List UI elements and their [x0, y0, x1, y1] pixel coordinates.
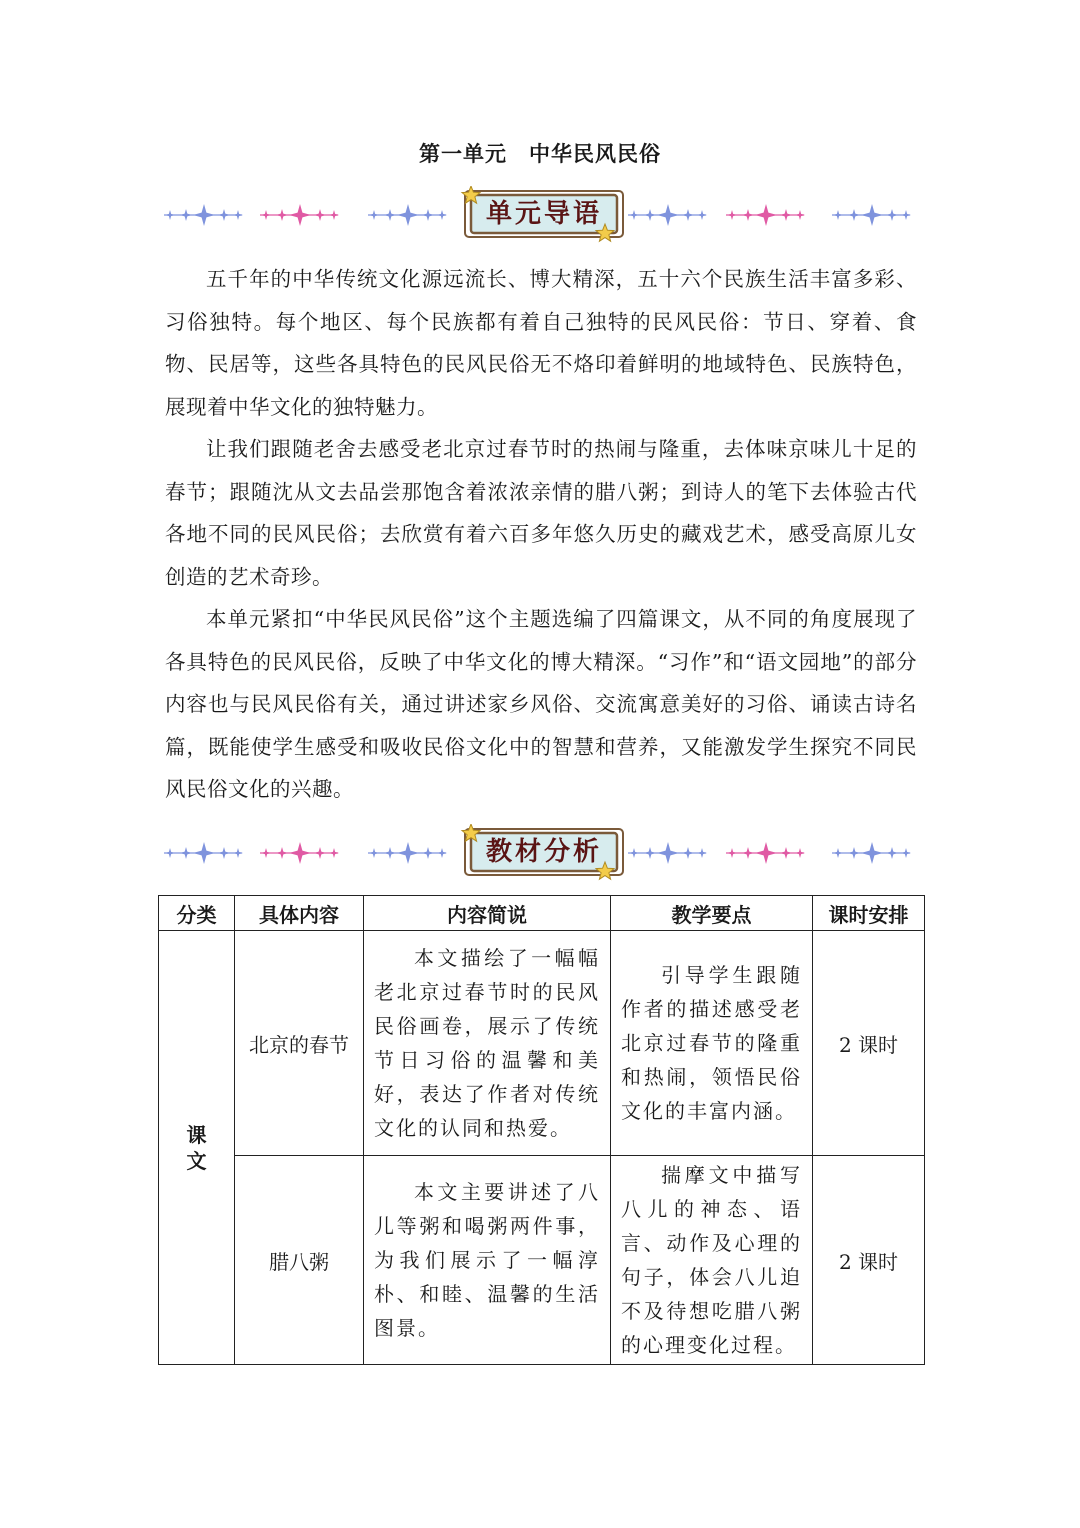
sparkle-icon — [755, 204, 777, 226]
column-header: 分类 — [159, 896, 235, 931]
banner-label-analysis: 教材分析 — [485, 837, 602, 867]
sparkle-icon — [657, 204, 679, 226]
sparkle-icon — [861, 842, 883, 864]
intro-text — [165, 258, 917, 811]
sparkle-icon — [742, 209, 754, 221]
teaching-points: 揣摩文中描写八儿的神态、语言、动作及心理的句子，体会八儿迫不及待想吃腊八粥的心理变化过程。 — [611, 1156, 813, 1365]
class-hours: 2 课时 — [813, 1156, 925, 1365]
sparkle-icon — [180, 209, 192, 221]
sparkle-icon — [276, 847, 288, 859]
sparkle-icon — [780, 847, 792, 859]
sparkle-icon — [289, 204, 311, 226]
sparkle-icon — [795, 210, 805, 220]
sparkle-icon — [384, 209, 396, 221]
sparkle-icon — [901, 210, 911, 220]
sparkle-icon — [397, 842, 419, 864]
sparkle-icon — [848, 209, 860, 221]
category-label: 课文 — [186, 1122, 207, 1173]
sparkle-icon — [780, 209, 792, 221]
sparkle-icon — [397, 204, 419, 226]
sparkle-icon — [861, 204, 883, 226]
column-header: 具体内容 — [235, 896, 364, 931]
sparkle-icon — [682, 847, 694, 859]
sparkle-icon — [437, 210, 447, 220]
sparkle-icon — [833, 848, 843, 858]
sparkle-icon — [437, 848, 447, 858]
sparkle-icon — [165, 210, 175, 220]
column-header: 课时安排 — [813, 896, 925, 931]
sparkle-icon — [218, 209, 230, 221]
table-row — [159, 1156, 925, 1365]
table-row — [159, 931, 925, 1156]
sparkle-icon — [422, 209, 434, 221]
sparkle-icon — [742, 847, 754, 859]
sparkle-icon — [644, 847, 656, 859]
intro-paragraph: 五千年的中华传统文化源远流长、博大精深，五十六个民族生活丰富多彩、习俗独特。每个地区、每个民族都有着自己独特的民风民俗：节日、穿着、食物、民居等，这些各具特色的民风民俗无不烙印着鲜明的地域特色、民族特色，展现着中华文化的独特魅力。 — [165, 267, 917, 419]
sparkle-icon — [727, 848, 737, 858]
section-banner-analysis — [160, 824, 920, 888]
sparkle-icon — [901, 848, 911, 858]
sparkle-icon — [657, 842, 679, 864]
sparkle-icon — [233, 210, 243, 220]
sparkle-icon — [384, 847, 396, 859]
analysis-table — [158, 895, 925, 1365]
teaching-points: 引导学生跟随作者的描述感受老北京过春节的隆重和热闹，领悟民俗文化的丰富内涵。 — [611, 931, 813, 1156]
sparkle-icon — [886, 209, 898, 221]
sparkle-icon — [218, 847, 230, 859]
sparkle-icon — [697, 210, 707, 220]
sparkle-icon — [369, 848, 379, 858]
section-banner-intro — [160, 186, 920, 250]
sparkle-icon — [314, 847, 326, 859]
sparkle-icon — [165, 848, 175, 858]
column-header: 教学要点 — [611, 896, 813, 931]
sparkle-icon — [261, 210, 271, 220]
lesson-name: 腊八粥 — [235, 1156, 364, 1365]
banner-label-intro: 单元导语 — [485, 199, 602, 229]
sparkle-icon — [755, 842, 777, 864]
sparkle-icon — [886, 847, 898, 859]
sparkle-icon — [682, 209, 694, 221]
column-header: 内容简说 — [364, 896, 611, 931]
category-cell — [159, 931, 235, 1365]
intro-paragraph: 让我们跟随老舍去感受老北京过春节时的热闹与隆重，去体味京味儿十足的春节；跟随沈从文去品尝那饱含着浓浓亲情的腊八粥；到诗人的笔下去体验古代各地不同的民风民俗；去欣赏有着六百多年悠久历史的藏戏艺术，感受高原儿女创造的艺术奇珍。 — [165, 437, 917, 589]
class-hours: 2 课时 — [813, 931, 925, 1156]
sparkle-icon — [193, 842, 215, 864]
table-header-row — [159, 896, 925, 931]
sparkle-icon — [329, 210, 339, 220]
sparkle-icon — [848, 847, 860, 859]
sparkle-icon — [833, 210, 843, 220]
content-summary: 本文主要讲述了八儿等粥和喝粥两件事，为我们展示了一幅淳朴、和睦、温馨的生活图景。 — [364, 1156, 611, 1365]
sparkle-icon — [276, 209, 288, 221]
sparkle-icon — [629, 848, 639, 858]
sparkle-icon — [233, 848, 243, 858]
sparkle-icon — [644, 209, 656, 221]
sparkle-icon — [329, 848, 339, 858]
sparkle-icon — [795, 848, 805, 858]
sparkle-icon — [422, 847, 434, 859]
sparkle-icon — [369, 210, 379, 220]
intro-paragraph: 本单元紧扣“中华民风民俗”这个主题选编了四篇课文，从不同的角度展现了各具特色的民风民俗，反映了中华文化的博大精深。“习作”和“语文园地”的部分内容也与民风民俗有关，通过讲述家乡风俗、交流寓意美好的习俗、诵读古诗名篇，既能使学生感受和吸收民俗文化中的智慧和营养，又能激发学生探究不同民风民俗文化的兴趣。 — [165, 607, 917, 801]
sparkle-icon — [727, 210, 737, 220]
lesson-name: 北京的春节 — [235, 931, 364, 1156]
sparkle-icon — [180, 847, 192, 859]
page-title: 第一单元 中华民风民俗 — [419, 141, 661, 166]
sparkle-icon — [629, 210, 639, 220]
sparkle-icon — [193, 204, 215, 226]
content-summary: 本文描绘了一幅幅老北京过春节时的民风民俗画卷，展示了传统节日习俗的温馨和美好，表达了作者对传统文化的认同和热爱。 — [364, 931, 611, 1156]
sparkle-icon — [289, 842, 311, 864]
sparkle-icon — [261, 848, 271, 858]
sparkle-icon — [697, 848, 707, 858]
sparkle-icon — [314, 209, 326, 221]
